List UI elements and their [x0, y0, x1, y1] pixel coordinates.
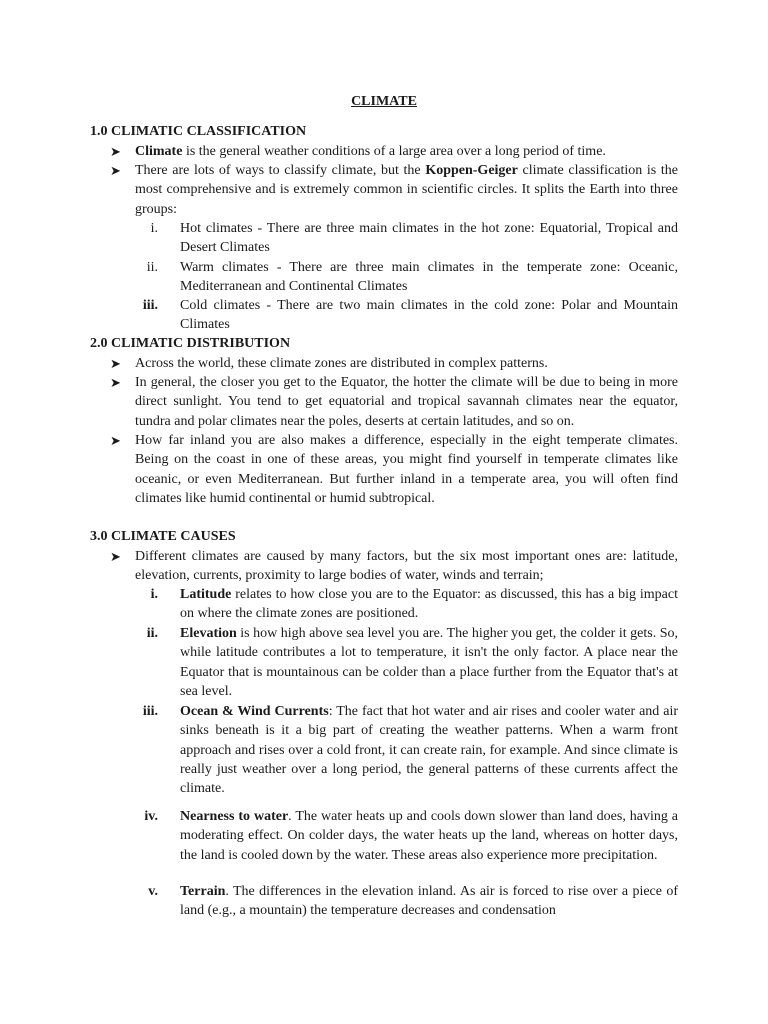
text: climate classification is the most comprehensive and is extremely common in scientific circles. It splits the Earth into three groups:	[135, 163, 678, 217]
term-climate: Climate	[135, 144, 183, 159]
list-number: ii.	[146, 260, 158, 275]
term-terrain: Terrain	[180, 884, 226, 899]
bullet-arrow-icon: ➤	[110, 549, 121, 564]
term-latitude: Latitude	[180, 587, 232, 602]
document-title: CLIMATE	[351, 94, 417, 109]
paragraph-climate-definition	[135, 142, 678, 161]
bullet-arrow-icon: ➤	[110, 144, 121, 159]
bullet-arrow-icon: ➤	[110, 375, 121, 390]
list-item-warm-climates: Warm climates - There are three main climates in the temperate zone: Oceanic, Mediterranean and Continental Climates	[180, 260, 678, 295]
list-item-latitude	[180, 585, 678, 624]
list-item-elevation	[180, 624, 678, 701]
term-nearness-to-water: Nearness to water	[180, 809, 289, 824]
bullet-arrow-icon: ➤	[110, 433, 121, 448]
text: is how high above sea level you are. The higher you get, the colder it gets. So, while latitude contributes a lot to temperature, it isn't the only factor. A place near the Equator that is mountainous can be colder than a place further from the Equator that's at sea level.	[180, 626, 678, 699]
paragraph-distribution-3: How far inland you are also makes a difference, especially in the eight temperate climates. Being on the coast in one of these areas, you might find yourself in temperate climates like oceanic, or even Mediterranean. But further inland in a temperate area, you will often find climates like humid continental or humid subtropical.	[135, 433, 678, 506]
list-item-hot-climates: Hot climates - There are three main climates in the hot zone: Equatorial, Tropical and Desert Climates	[180, 221, 678, 256]
paragraph-distribution-2: In general, the closer you get to the Equator, the hotter the climate will be due to being in more direct sunlight. You tend to get equatorial and tropical savannah climates near the equator, tundra and polar climates near the poles, deserts at certain latitudes, and so on.	[135, 375, 678, 429]
term-koppen-geiger: Koppen-Geiger	[425, 163, 518, 178]
section-heading-distribution: 2.0 CLIMATIC DISTRIBUTION	[90, 336, 291, 351]
list-number: i.	[150, 587, 158, 602]
bullet-arrow-icon: ➤	[110, 163, 121, 178]
text: There are lots of ways to classify climate, but the	[135, 163, 426, 178]
text: relates to how close you are to the Equator: as discussed, this has a big impact on where the climate zones are positioned.	[180, 587, 678, 622]
paragraph-distribution-1: Across the world, these climate zones are distributed in complex patterns.	[135, 356, 548, 371]
list-item-currents	[180, 702, 678, 798]
list-item-terrain	[180, 882, 678, 921]
list-item-cold-climates: Cold climates - There are two main climates in the cold zone: Polar and Mountain Climates	[180, 298, 678, 333]
list-number: i.	[150, 221, 158, 236]
text: is the general weather conditions of a large area over a long period of time.	[182, 144, 606, 159]
paragraph-causes-intro: Different climates are caused by many factors, but the six most important ones are: latitude, elevation, currents, proximity to large bodies of water, winds and terrain;	[135, 549, 678, 584]
bullet-arrow-icon: ➤	[110, 356, 121, 371]
section-heading-classification: 1.0 CLIMATIC CLASSIFICATION	[90, 124, 307, 139]
text: . The differences in the elevation inland. As air is forced to rise over a piece of land (e.g., a mountain) the temperature decreases and condensation	[180, 884, 678, 919]
text: . The water heats up and cools down slower than land does, having a moderating effect. On colder days, the water heats up the land, whereas on hotter days, the land is cooled down by the water. These areas also experience more precipitation.	[180, 809, 678, 863]
term-elevation: Elevation	[180, 626, 237, 641]
list-number: iv.	[144, 809, 158, 824]
list-item-nearness-to-water	[180, 807, 678, 865]
list-number: v.	[148, 884, 158, 899]
list-number: ii.	[146, 626, 158, 641]
text: : The fact that hot water and air rises and cooler water and air sinks beneath is it a big part of creating the weather patterns. When a warm front approach and rises over a cold front, it can create rain, for example. And since climate is really just weather over a long period, the general patterns of these currents affect the climate.	[180, 704, 678, 797]
paragraph-koppen	[135, 161, 678, 219]
list-number: iii.	[142, 704, 158, 719]
section-heading-causes: 3.0 CLIMATE CAUSES	[90, 529, 236, 544]
list-number: iii.	[142, 298, 158, 313]
term-ocean-wind-currents: Ocean & Wind Currents	[180, 704, 329, 719]
